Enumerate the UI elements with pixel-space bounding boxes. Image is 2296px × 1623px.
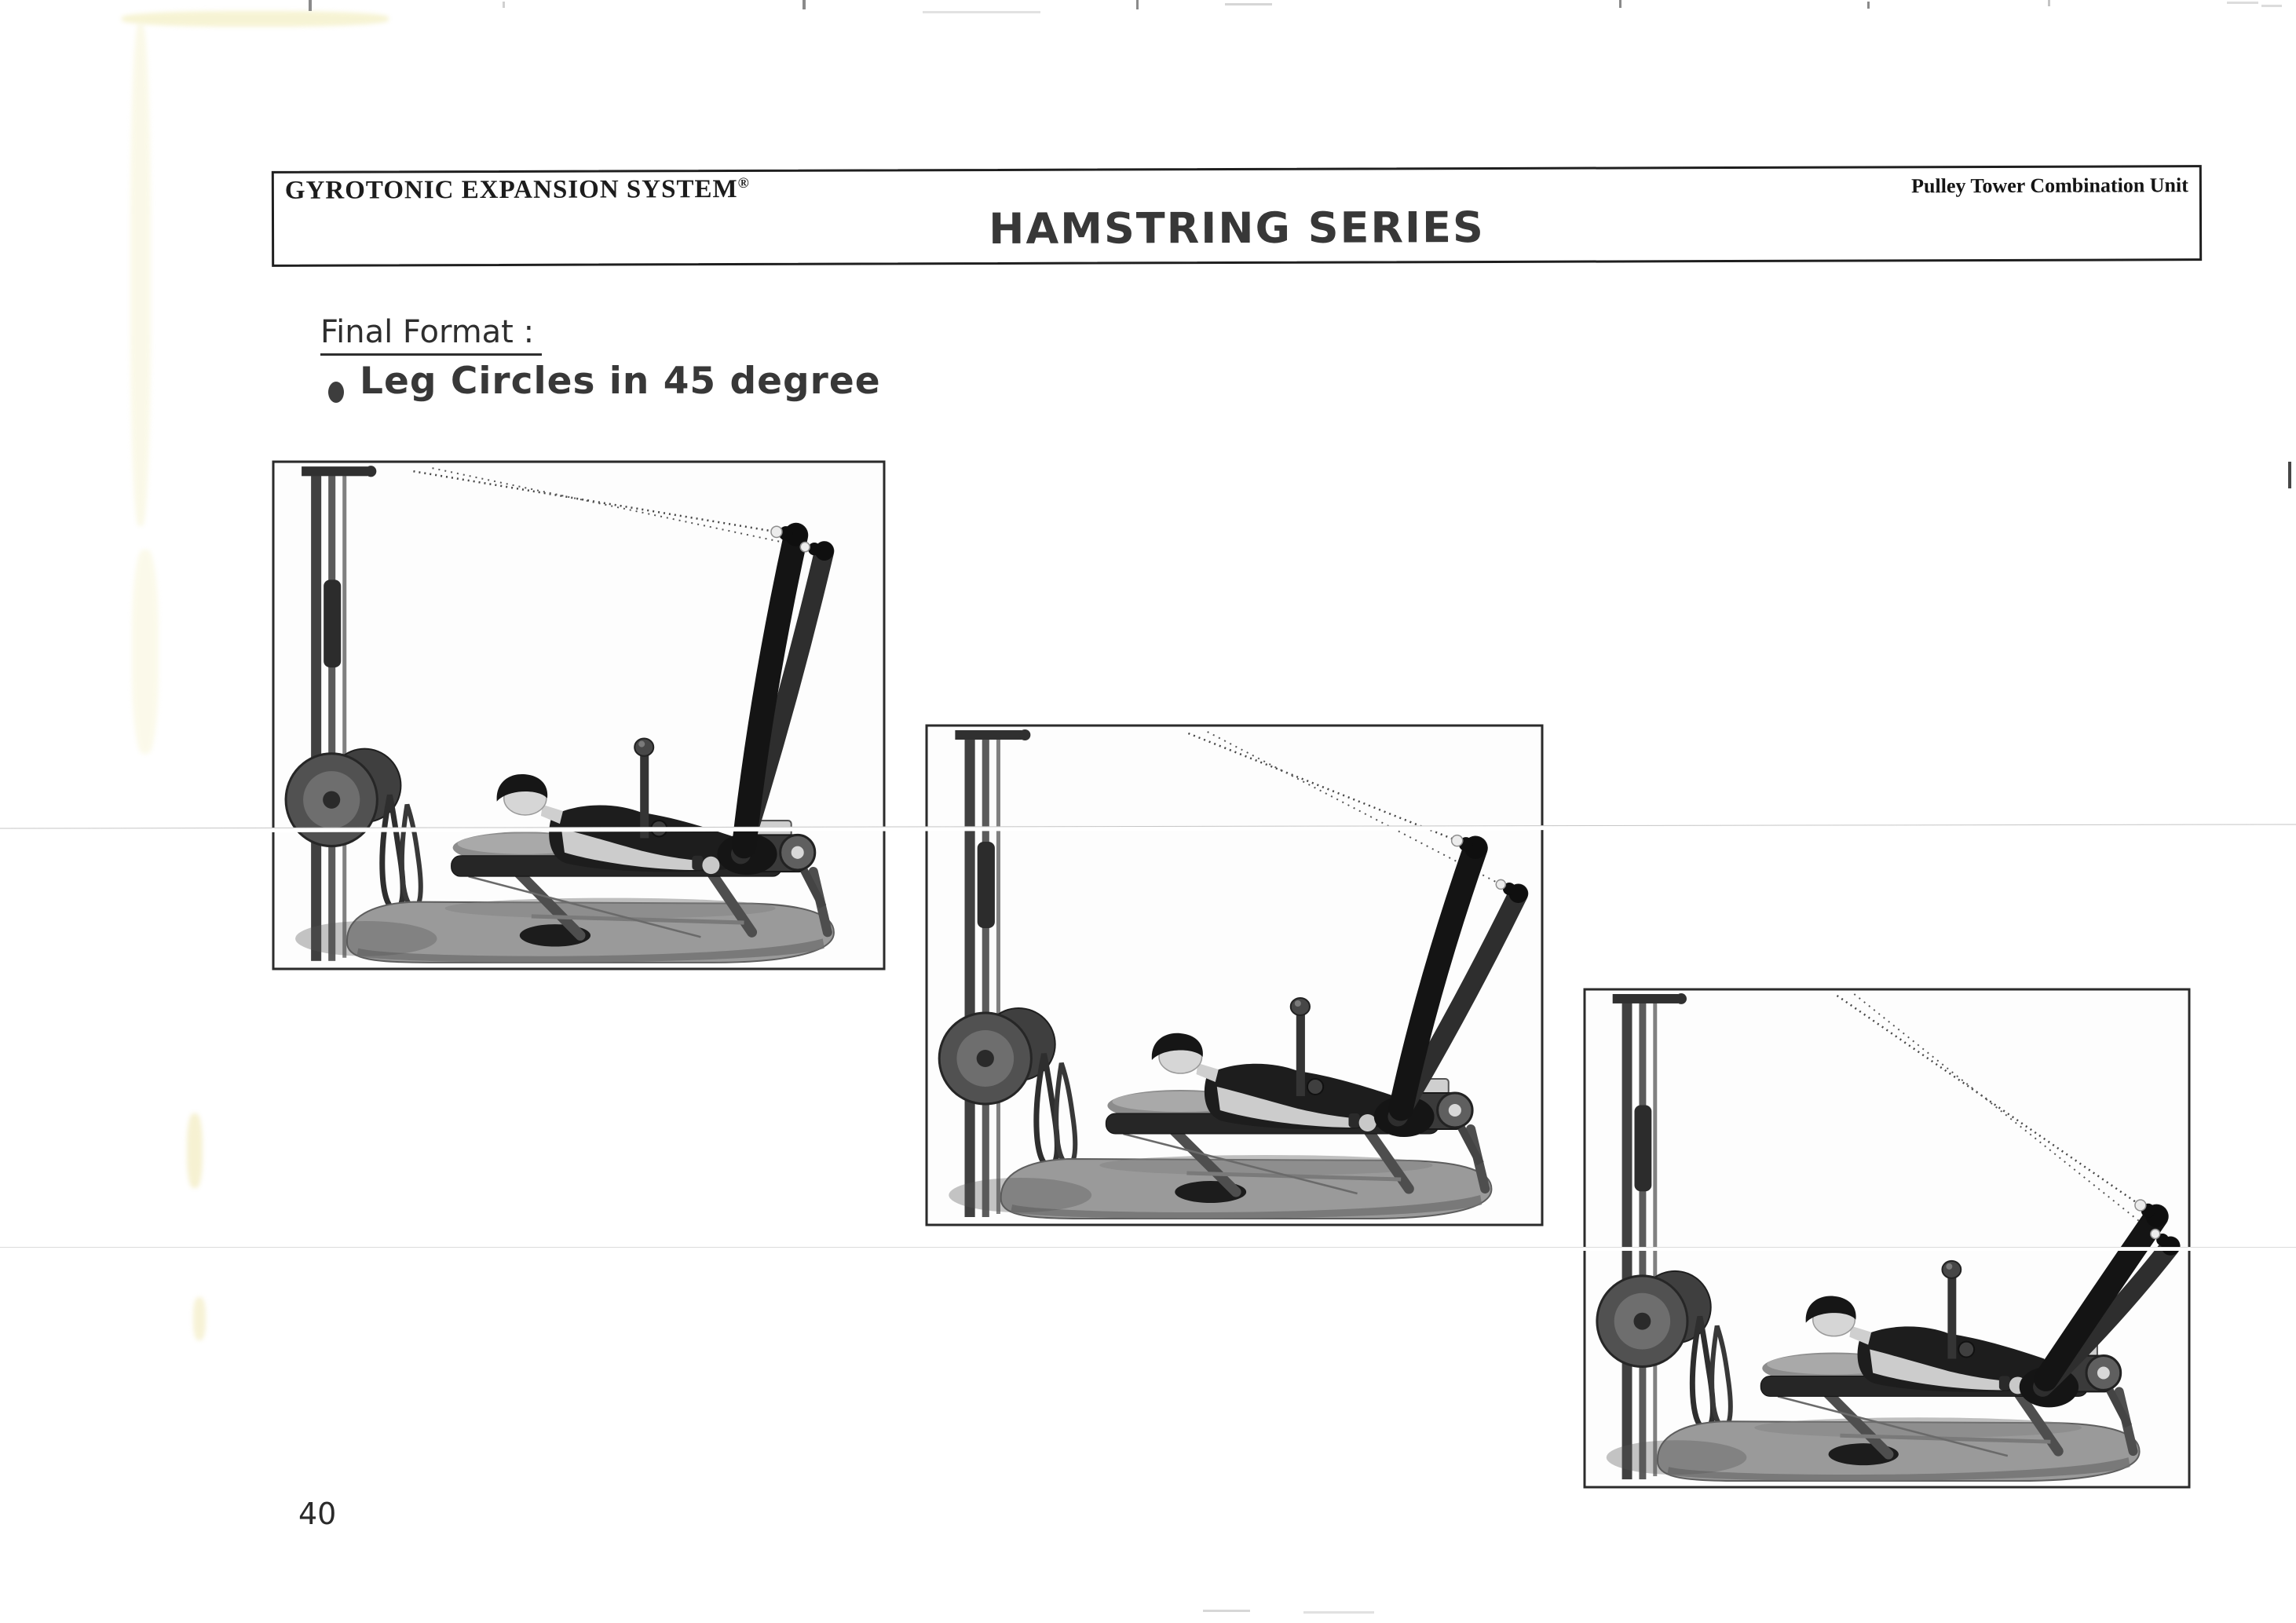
scan-tick [309,0,312,11]
scan-tick [2048,0,2050,6]
scan-tick [1225,3,1272,5]
scan-artifact-yellow-speck [187,1113,203,1188]
leg-circles-photo-2 [925,724,1544,1226]
bullet-item-label: Leg Circles in 45 degree [360,360,881,403]
scan-tick [1867,2,1870,9]
scan-tick [2227,2,2258,4]
brand-text: GYROTONIC EXPANSION SYSTEM [284,174,738,205]
scan-tick [1136,0,1139,9]
scan-tick [1619,0,1621,8]
scan-artifact-yellow-streak [130,24,151,526]
leg-circles-photo-3 [1583,988,2191,1489]
scan-artifact-yellow-band [122,11,389,27]
header-box [272,165,2202,267]
unit-label: Pulley Tower Combination Unit [1911,174,2188,198]
scan-tick [803,0,806,9]
scan-artifact-yellow-blob [132,550,159,754]
registered-mark: ® [737,174,750,192]
section-label: Final Format : [320,314,542,356]
scan-dash [1303,1611,1374,1614]
scan-tick [503,2,505,8]
leg-circles-photo-1 [272,460,886,971]
page-number: 40 [298,1497,337,1531]
brand-title [285,175,750,206]
scan-artifact-yellow-speck [193,1297,206,1340]
scan-tick [2261,5,2282,7]
scan-dash [1203,1610,1250,1612]
bullet-icon [328,382,344,403]
scan-tick [923,11,1040,13]
page-title: HAMSTRING SERIES [989,203,1485,254]
scan-tick [2288,462,2291,488]
